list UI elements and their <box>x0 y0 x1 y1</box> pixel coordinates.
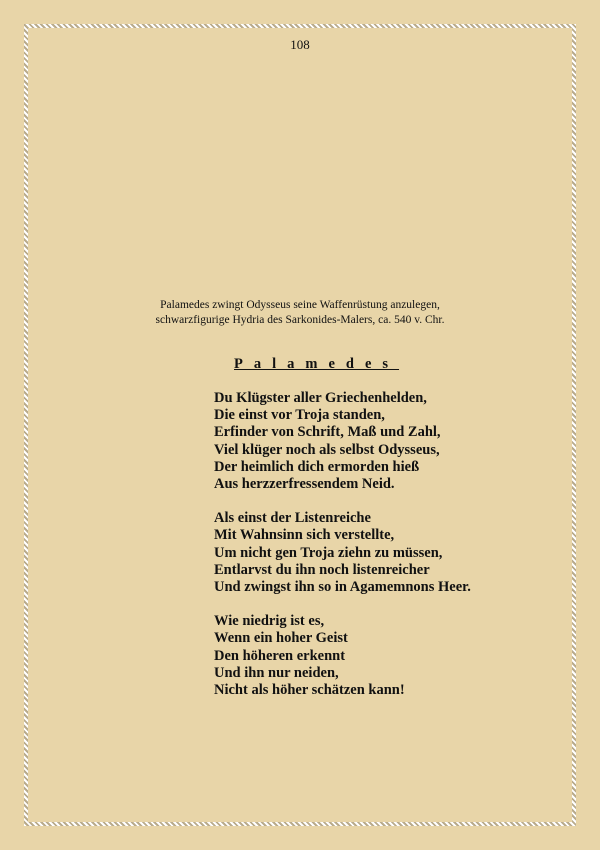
poem-line: Aus herzzerfressendem Neid. <box>214 476 395 493</box>
image-caption <box>0 298 600 328</box>
stanza <box>214 390 471 493</box>
poem-line: Die einst vor Troja standen, <box>214 407 385 424</box>
poem-line: Entlarvst du ihn noch listenreicher <box>214 561 430 578</box>
page-number: 108 <box>290 37 310 52</box>
poem-line: Erfinder von Schrift, Maß und Zahl, <box>214 424 441 441</box>
poem-line: Als einst der Listenreiche <box>214 510 371 527</box>
poem-line: Viel klüger noch als selbst Odysseus, <box>214 441 440 458</box>
poem-line: Und ihn nur neiden, <box>214 664 339 681</box>
caption-line: schwarzfigurige Hydria des Sarkonides-Malers, ca. 540 v. Chr. <box>155 314 445 326</box>
poem-line: Der heimlich dich ermorden hieß <box>214 458 420 475</box>
caption-line: Palamedes zwingt Odysseus seine Waffenrüstung anzulegen, <box>160 299 440 311</box>
stanza <box>214 613 471 699</box>
poem-line: Wenn ein hoher Geist <box>214 630 348 647</box>
poem-line: Um nicht gen Troja ziehn zu müssen, <box>214 544 443 561</box>
poem-title: Palamedes <box>234 356 400 372</box>
poem-line: Den höheren erkennt <box>214 647 346 664</box>
stanza <box>214 510 471 596</box>
poem-line: Und zwingst ihn so in Agamemnons Heer. <box>214 579 471 596</box>
poem-line: Nicht als höher schätzen kann! <box>214 682 405 699</box>
poem-line: Mit Wahnsinn sich verstellte, <box>214 527 395 544</box>
poem-line: Du Klügster aller Griechenhelden, <box>214 390 427 406</box>
poem-body <box>214 390 471 699</box>
poem-line: Wie niedrig ist es, <box>214 613 325 630</box>
